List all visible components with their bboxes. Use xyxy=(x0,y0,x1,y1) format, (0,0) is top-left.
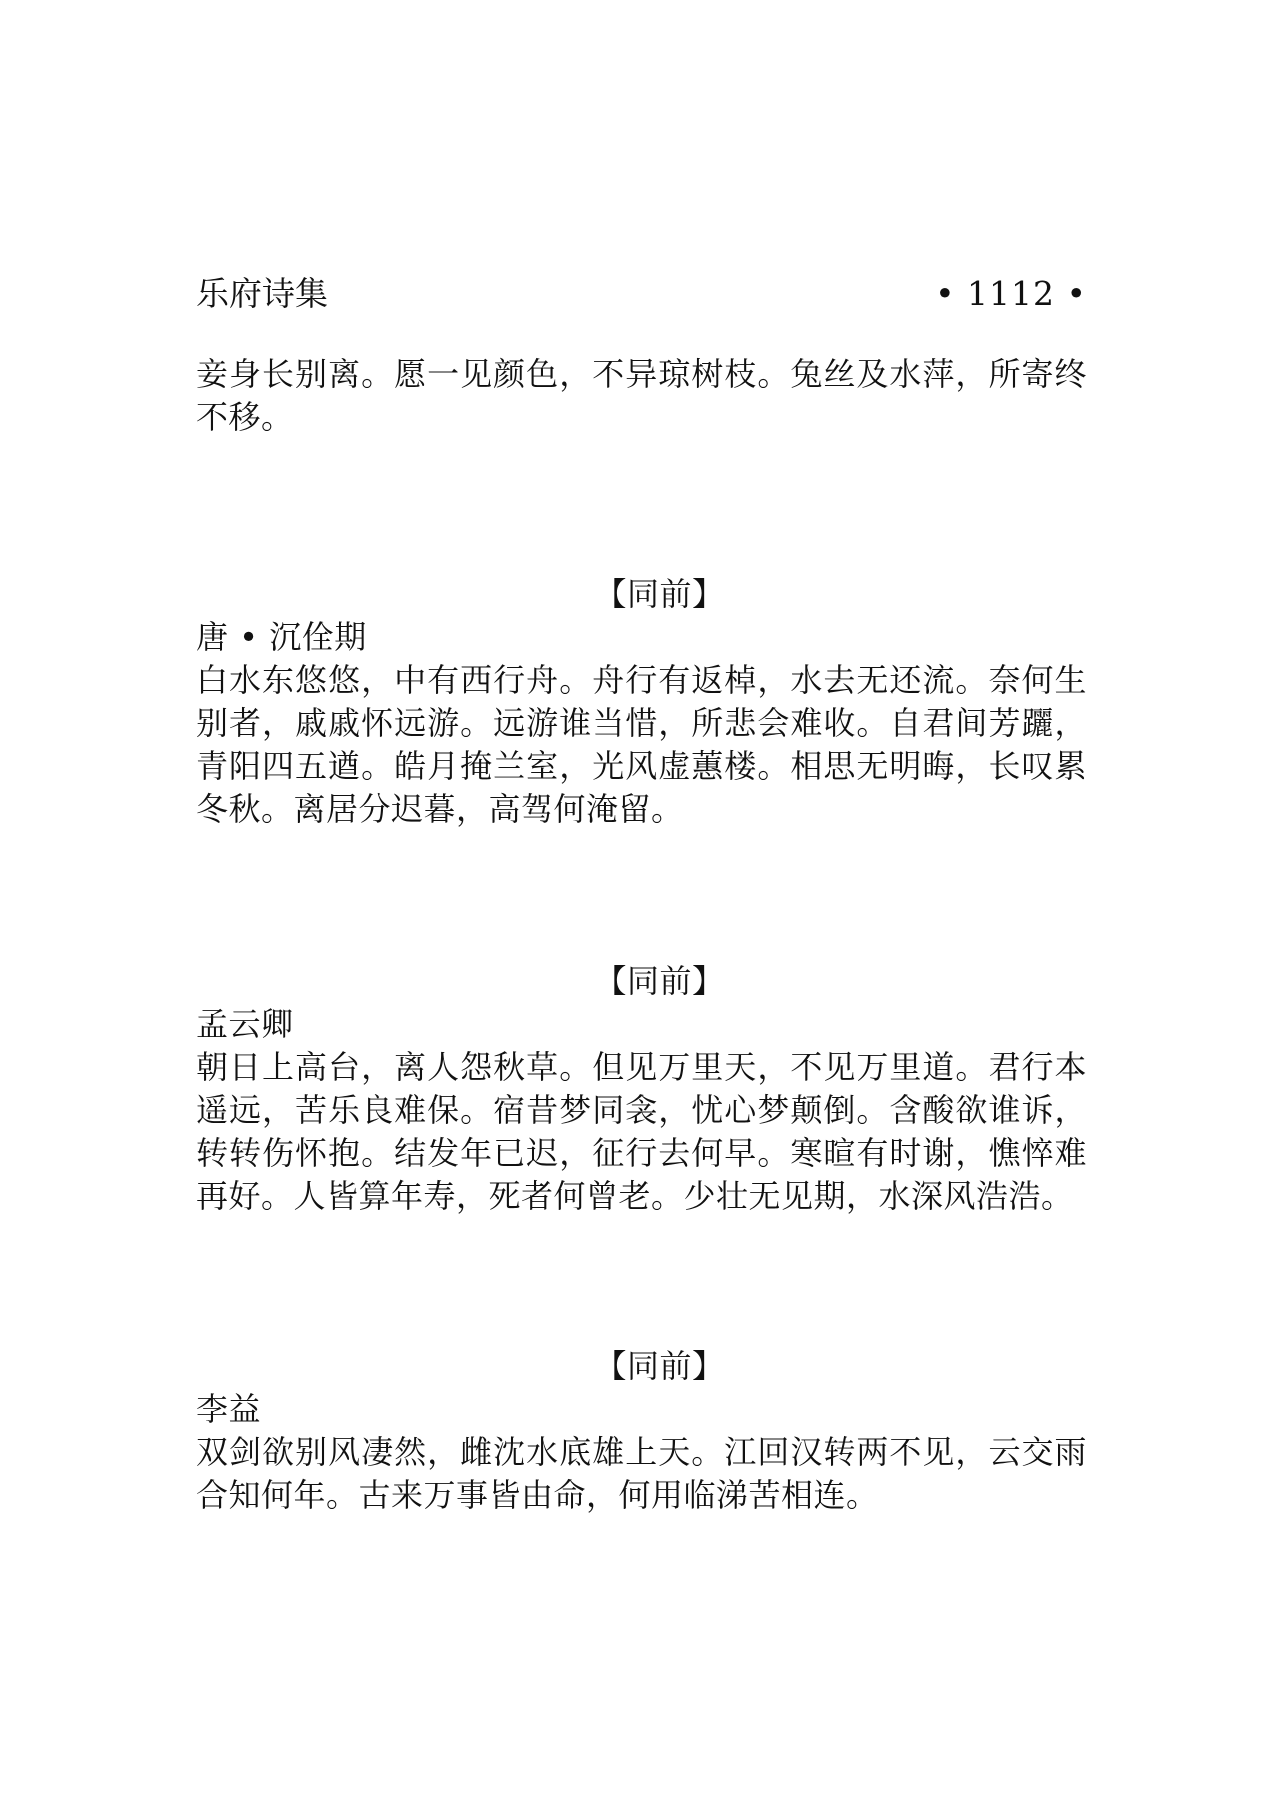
poem-text: 双剑欲别风凄然，雌沈水底雄上天。江回汉转两不见，云交雨合知何年。古来万事皆由命，何用临涕苦相连。 xyxy=(196,1433,1087,1514)
document-page xyxy=(196,0,1087,1795)
poem-author: 孟云卿 xyxy=(196,1005,294,1043)
poem-section xyxy=(196,573,1087,831)
poem-section xyxy=(196,960,1087,1218)
poem-author: 李益 xyxy=(196,1390,262,1428)
poem-author: 唐 • 沉佺期 xyxy=(196,618,367,656)
page-number: • 1112 • xyxy=(935,274,1087,313)
poem-title: 【同前】 xyxy=(594,962,725,1000)
book-title: 乐府诗集 xyxy=(196,274,328,313)
poem-title: 【同前】 xyxy=(594,1347,725,1385)
continuation-section xyxy=(196,353,1087,439)
poem-text: 朝日上高台，离人怨秋草。但见万里天，不见万里道。君行本遥远，苦乐良难保。宿昔梦同衾，忧心梦颠倒。含酸欲谁诉，转转伤怀抱。结发年已迟，征行去何早。寒暄有时谢，憔悴难再好。人皆算年寿，死者何曾老。少壮无见期，水深风浩浩。 xyxy=(196,1048,1087,1215)
continuation-text: 妾身长别离。愿一见颜色，不异琼树枝。兔丝及水萍，所寄终不移。 xyxy=(196,355,1087,436)
poem-text: 白水东悠悠，中有西行舟。舟行有返棹，水去无还流。奈何生别者，戚戚怀远游。远游谁当惜，所悲会难收。自君间芳躧，青阳四五遒。皓月掩兰室，光风虚蕙楼。相思无明晦，长叹累冬秋。离居分迟暮，高驾何淹留。 xyxy=(196,661,1087,828)
poem-section xyxy=(196,1345,1087,1517)
page-header xyxy=(196,270,1087,318)
poem-title: 【同前】 xyxy=(594,575,725,613)
